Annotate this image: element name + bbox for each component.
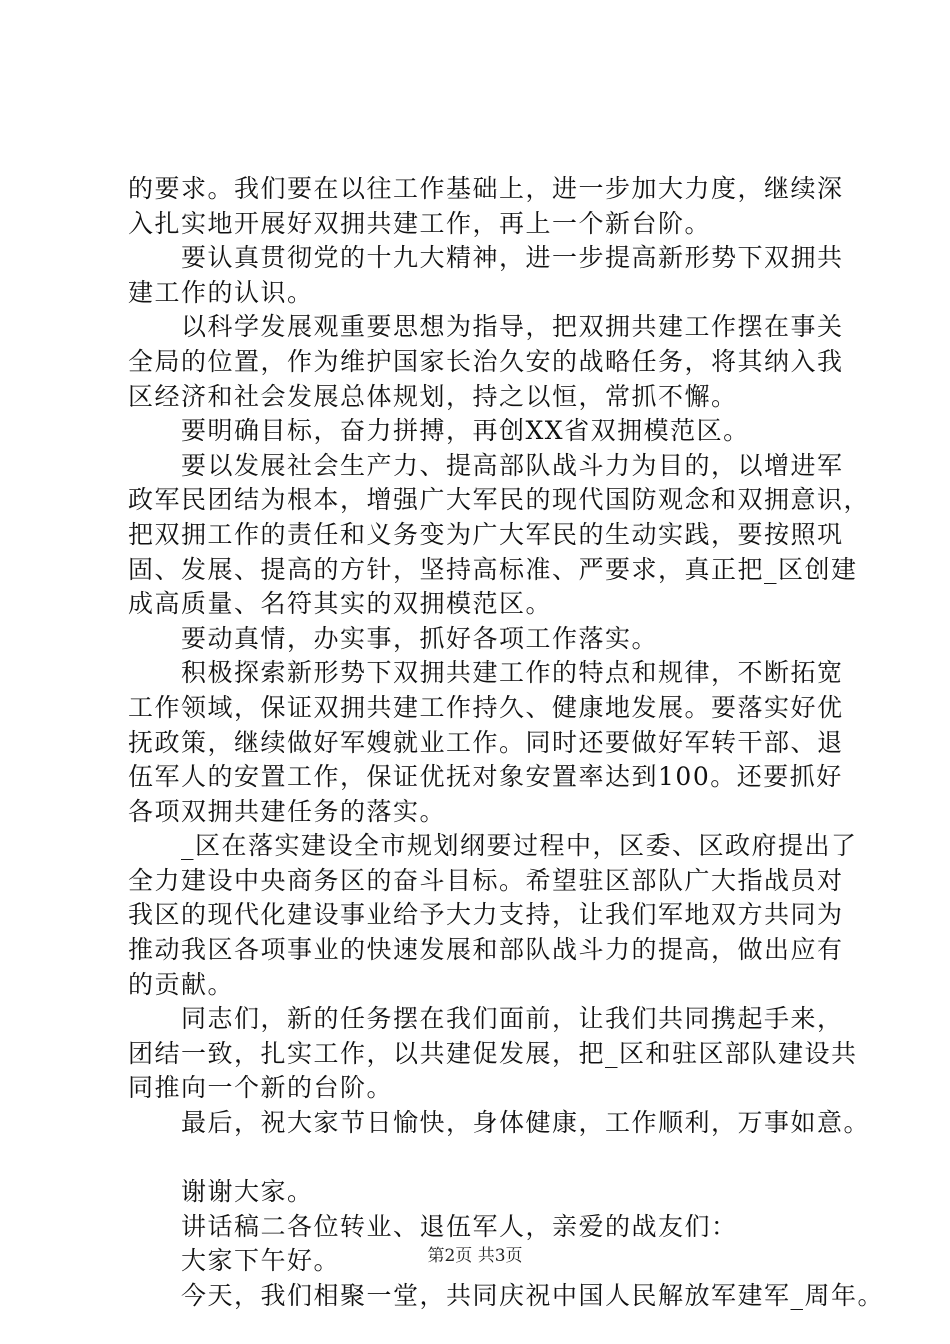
text-line: 要认真贯彻党的十九大精神，进一步提高新形势下双拥共 xyxy=(181,243,844,273)
text-line: 抚政策，继续做好军嫂就业工作。同时还要做好军转干部、退 xyxy=(128,727,844,757)
text-line: 今天，我们相聚一堂，共同庆祝中国人民解放军建军_周年。 xyxy=(181,1281,885,1310)
page-footer xyxy=(0,1245,950,1267)
page-number-label: 第2页 共3页 xyxy=(427,1246,523,1266)
text-line: 建工作的认识。 xyxy=(128,277,314,307)
text-line: 全局的位置，作为维护国家长治久安的战略任务，将其纳入我 xyxy=(128,346,844,376)
text-line: 谢谢大家。 xyxy=(181,1177,314,1207)
text-line: 入扎实地开展好双拥共建工作，再上一个新台阶。 xyxy=(128,208,712,238)
text-line: 伍军人的安置工作，保证优抚对象安置率达到100。还要抓好 xyxy=(128,762,843,792)
text-line: _区在落实建设全市规划纲要过程中，区委、区政府提出了 xyxy=(181,831,858,861)
text-line: 大家下午好。 xyxy=(181,1246,341,1276)
text-line: 我区的现代化建设事业给予大力支持，让我们军地双方共同为 xyxy=(128,900,844,930)
text-line: 成高质量、名符其实的双拥模范区。 xyxy=(128,589,553,619)
text-line: 固、发展、提高的方针，坚持高标准、严要求，真正把_区创建 xyxy=(128,554,858,584)
text-line: 同志们，新的任务摆在我们面前，让我们共同携起手来， xyxy=(181,1004,844,1034)
text-line: 讲话稿二各位转业、退伍军人，亲爱的战友们： xyxy=(181,1211,738,1241)
text-line: 工作领域，保证双拥共建工作持久、健康地发展。要落实好优 xyxy=(128,692,844,722)
text-line: 把双拥工作的责任和义务变为广大军民的生动实践，要按照巩 xyxy=(128,519,844,549)
text-line: 各项双拥共建任务的落实。 xyxy=(128,796,447,826)
text-line: 区经济和社会发展总体规划，持之以恒，常抓不懈。 xyxy=(128,381,738,411)
text-line: 积极探索新形势下双拥共建工作的特点和规律，不断拓宽 xyxy=(181,658,844,688)
text-line: 同推向一个新的台阶。 xyxy=(128,1073,394,1103)
document-body xyxy=(128,172,885,1314)
text-line: 最后，祝大家节日愉快，身体健康，工作顺利，万事如意。 xyxy=(181,1108,871,1138)
text-line: 政军民团结为根本，增强广大军民的现代国防观念和双拥意识， xyxy=(128,485,871,515)
text-line: 要以发展社会生产力、提高部队战斗力为目的，以增进军 xyxy=(181,450,844,480)
text-line: 要明确目标，奋力拼搏，再创XX省双拥模范区。 xyxy=(181,416,750,446)
text-line: 的贡献。 xyxy=(128,969,235,999)
text-line: 的要求。我们要在以往工作基础上，进一步加大力度，继续深 xyxy=(128,174,844,203)
text-line: 以科学发展观重要思想为指导，把双拥共建工作摆在事关 xyxy=(181,312,844,342)
paragraph-gap xyxy=(128,1141,828,1176)
text-line: 团结一致，扎实工作，以共建促发展，把_区和驻区部队建设共 xyxy=(128,1038,858,1068)
text-line: 全力建设中央商务区的奋斗目标。希望驻区部队广大指战员对 xyxy=(128,865,844,895)
text-line: 推动我区各项事业的快速发展和部队战斗力的提高，做出应有 xyxy=(128,935,844,965)
text-line: 要动真情，办实事，抓好各项工作落实。 xyxy=(181,623,659,653)
